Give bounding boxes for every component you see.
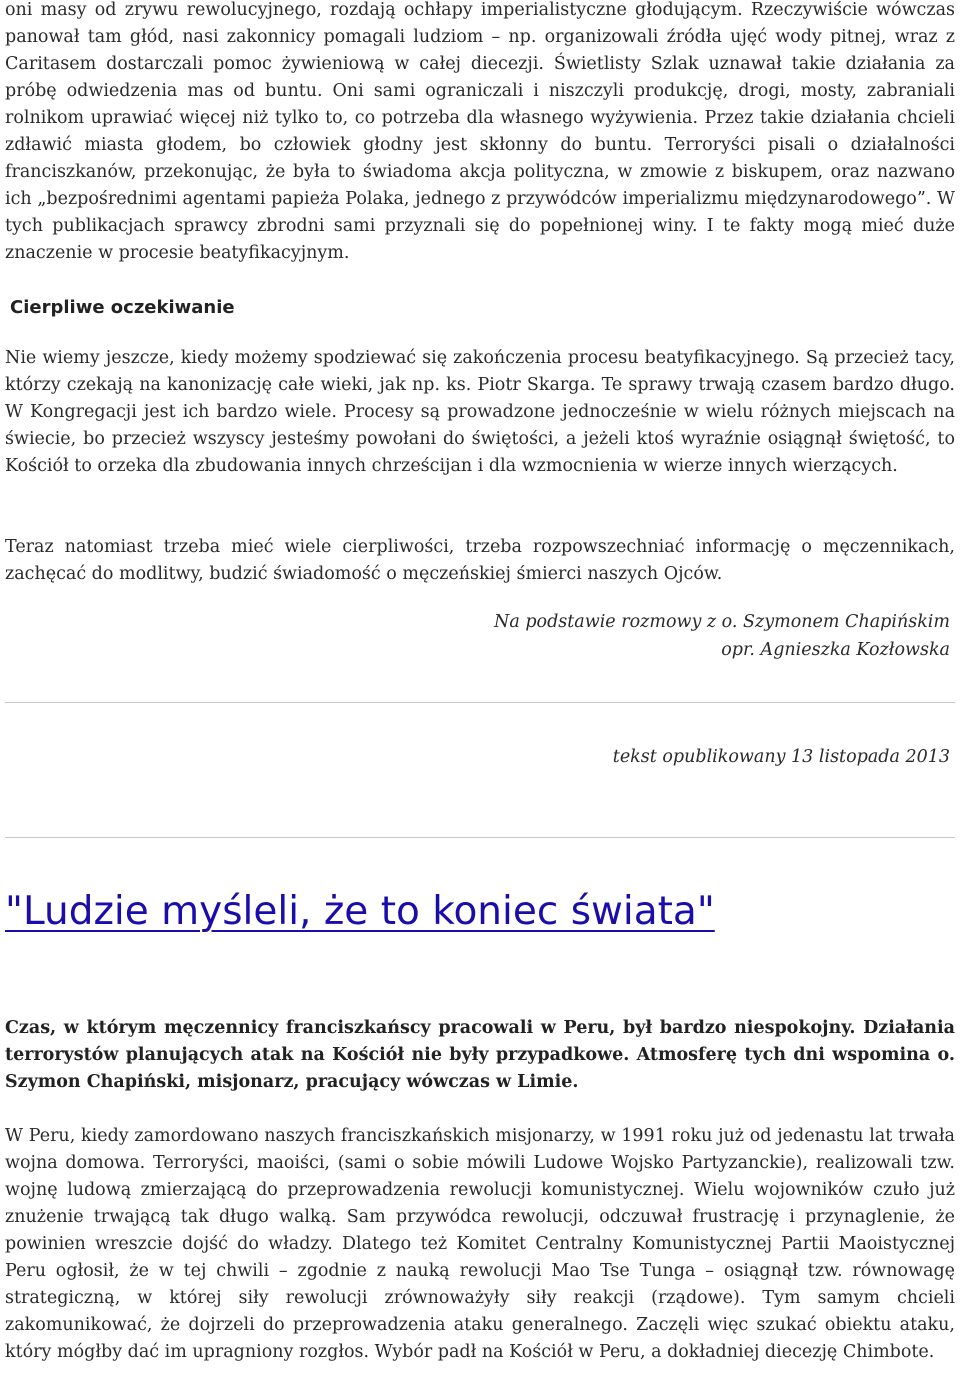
article-title-link[interactable]: "Ludzie myśleli, że to koniec świata" — [5, 889, 715, 934]
article-paragraph: W Peru, kiedy zamordowano naszych franciszkańskich misjonarzy, w 1991 roku już od jedenastu lat trwała wojna domowa. Terroryści, maoiści, (sami o sobie mówili Ludowe Wojsko Partyzanckie), realizowali tzw. wojnę ludową zmierzającą do przeprowadzenia rewolucji komunistycznej. Wielu wojowników czuło już znużenie trwającą tak długo walką. Sam przywódca rewolucji, odczuwał frustrację i przynaglenie, że powinien wreszcie dojść do władzy. Dlatego też Komitet Centralny Komunistycznej Partii Maoistycznej Peru ogłosił, że w tej chwili – zgodnie z nauką rewolucji Mao Tse Tunga – osiągnął tzw. równowagę strategiczną, w której siły rewolucji zrównoważyły siły reakcji (rządowe). Tym samym chcieli zakomunikować, że dojrzeli do przeprowadzenia ataku generalnego. Zaczęli więc szukać obiektu ataku, który mógłby dać im upragniony rozgłos. Wybór padł na Kościół w Peru, a dokładniej diecezję Chimbote. — [5, 1126, 955, 1362]
divider — [5, 837, 955, 838]
divider — [5, 702, 955, 703]
intro-paragraph: oni masy od zrywu rewolucyjnego, rozdają ochłapy imperialistyczne głodującym. Rzeczywiście wówczas panował tam głód, nasi zakonnicy pomagali ludziom – np. organizowali źródła ujęć wody pitnej, wraz z Caritasem dostarczali pomoc żywieniową w całej diecezji. Świetlisty Szlak uznawał takie działania za próbę odwiedzenia mas od buntu. Oni sami ograniczali i niszczyli produkcję, drogi, mosty, zabraniali rolnikom uprawiać więcej niż tylko to, co potrzeba dla własnego wyżywienia. Przez takie działania chcieli zdławić miasta głodem, bo człowiek głodny jest skłonny do buntu. Terroryści pisali o działalności franciszkanów, przekonując, że była to świadoma akcja polityczna, w zmowie z biskupem, oraz nazwano ich „bezpośrednimi agentami papieża Polaka, jednego z przywódców imperializmu międzynarodowego”. W tych publikacjach sprawcy zbrodni sami przyznali się do popełnionej winy. I te fakty mogą mieć duże znaczenie w procesie beatyfikacyjnym. — [5, 0, 955, 263]
patience-paragraph: Nie wiemy jeszcze, kiedy możemy spodziewać się zakończenia procesu beatyfikacyjnego. Są przecież tacy, którzy czekają na kanonizację całe wieki, jak np. ks. Piotr Skarga. Te sprawy trwają czasem bardzo długo. W Kongregacji jest ich bardzo wiele. Procesy są prowadzone jednocześnie w wielu różnych miejscach na świecie, bo przecież wszyscy jesteśmy powołani do świętości, a jeżeli ktoś wyraźnie osiągnął świętość, to Kościół to orzeka dla zbudowania innych chrześcijan i dla wzmocnienia w wierze innych wierzących. — [5, 348, 955, 476]
signature-source: Na podstawie rozmowy z o. Szymonem Chapińskim — [494, 612, 950, 632]
article-lead: Czas, w którym męczennicy franciszkańscy pracowali w Peru, był bardzo niespokojny. Działania terrorystów planujących atak na Kościół nie były przypadkowe. Atmosferę tych dni wspomina o. Szymon Chapiński, misjonarz, pracujący wówczas w Limie. — [5, 1018, 955, 1092]
published-date: tekst opublikowany 13 listopada 2013 — [612, 747, 950, 767]
signature-author: opr. Agnieszka Kozłowska — [721, 640, 950, 660]
section-heading: Cierpliwe oczekiwanie — [10, 297, 235, 318]
now-paragraph: Teraz natomiast trzeba mieć wiele cierpliwości, trzeba rozpowszechniać informację o męczennikach, zachęcać do modlitwy, budzić świadomość o męczeńskiej śmierci naszych Ojców. — [5, 537, 955, 584]
